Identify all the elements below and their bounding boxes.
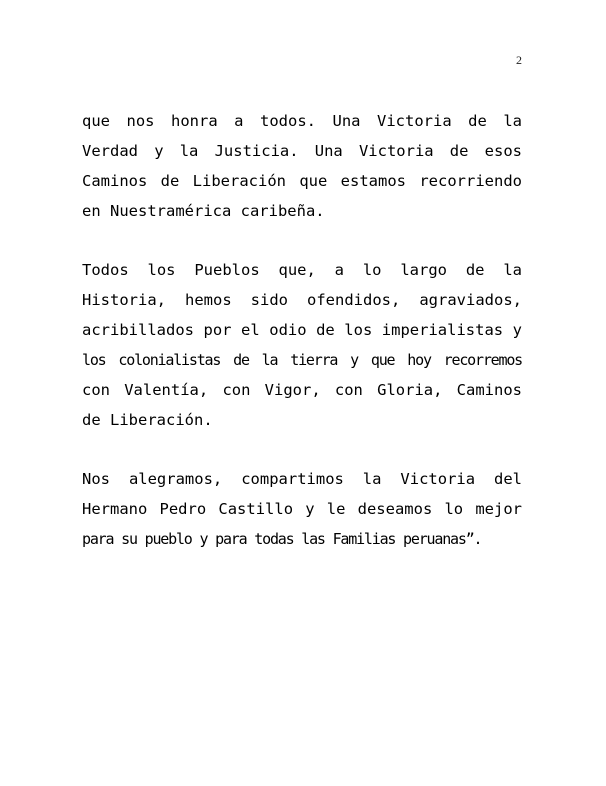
- text-line: para su pueblo y para todas las Familias peruanas”.: [82, 530, 482, 548]
- text-line: en Nuestramérica caribeña.: [82, 202, 325, 220]
- text-line: Nos alegramos, compartimos la Victoria del: [82, 470, 522, 488]
- text-line: Historia, hemos sido ofendidos, agraviados,: [82, 291, 522, 309]
- text-line: acribillados por el odio de los imperialistas y: [82, 321, 522, 339]
- text-line: Caminos de Liberación que estamos recorriendo: [82, 172, 522, 190]
- paragraph-2: [82, 255, 522, 435]
- paragraph-1: [82, 106, 522, 226]
- text-line: los colonialistas de la tierra y que hoy recorremos: [82, 351, 522, 369]
- paragraph-3: [82, 464, 522, 554]
- text-line: Verdad y la Justicia. Una Victoria de esos: [82, 142, 522, 160]
- text-line: que nos honra a todos. Una Victoria de la: [82, 112, 522, 130]
- text-line: Todos los Pueblos que, a lo largo de la: [82, 261, 522, 279]
- page-number: 2: [516, 53, 522, 67]
- text-line: con Valentía, con Vigor, con Gloria, Caminos: [82, 381, 522, 399]
- text-line: Hermano Pedro Castillo y le deseamos lo mejor: [82, 500, 522, 518]
- body-text: [82, 106, 522, 583]
- text-line: de Liberación.: [82, 411, 213, 429]
